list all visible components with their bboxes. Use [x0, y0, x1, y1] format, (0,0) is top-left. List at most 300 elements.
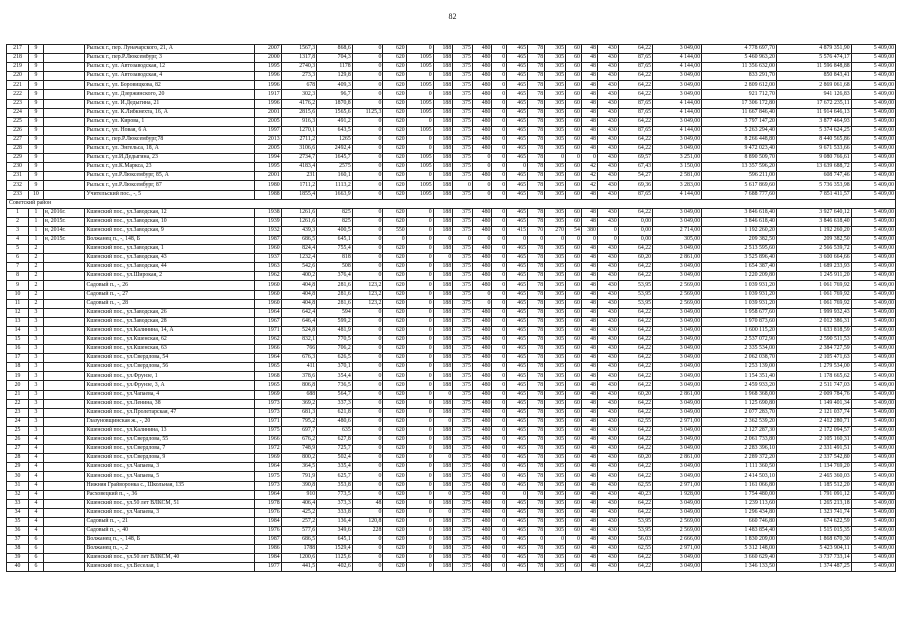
table-cell: 78: [528, 63, 545, 72]
table-cell: 60: [566, 272, 582, 281]
table-cell: 228: [7, 145, 29, 154]
table-cell: 430: [597, 281, 618, 290]
table-cell: 1969: [254, 390, 281, 399]
table-cell: 375: [453, 90, 473, 99]
table-cell: 0: [528, 235, 545, 244]
table-cell: 0: [492, 472, 507, 481]
table-cell: 941 126,83: [776, 90, 851, 99]
table-cell: 3106,6: [281, 145, 317, 154]
table-cell: 430: [597, 445, 618, 454]
table-row: [7, 126, 896, 135]
table-cell: 5 409,00: [851, 81, 895, 90]
table-cell: 1987: [254, 536, 281, 545]
table-cell: 354,4: [317, 372, 353, 381]
table-cell: 64,22: [618, 317, 652, 326]
table-cell: 60: [566, 481, 582, 490]
table-cell: 48: [581, 326, 597, 335]
table-cell: Кшенский пос., ул.Веселая, 1: [85, 563, 254, 572]
table-row: [7, 463, 896, 472]
table-cell: 3: [29, 408, 44, 417]
table-cell: 620: [383, 154, 406, 163]
table-cell: 333,8: [317, 508, 353, 517]
table-cell: 375: [453, 172, 473, 181]
table-cell: 1 999 932,43: [776, 308, 851, 317]
table-cell: 0: [352, 163, 383, 172]
table-cell: Кшенский пос., ул.Чапаева, 3: [85, 463, 254, 472]
table-cell: 3 049,00: [653, 217, 702, 226]
table-cell: 480: [472, 308, 492, 317]
table-cell: 0: [406, 563, 433, 572]
table-cell: 64,22: [618, 117, 652, 126]
table-cell: 0: [433, 454, 453, 463]
table-cell: 0: [406, 317, 433, 326]
table-cell: 9: [29, 108, 44, 117]
table-cell: 620: [383, 381, 406, 390]
table-cell: 736,5: [317, 381, 353, 390]
table-cell: 305,00: [653, 235, 702, 244]
table-cell: 0: [352, 554, 383, 563]
table-cell: 8 266 448,80: [702, 135, 777, 144]
table-cell: 1 253 139,00: [702, 363, 777, 372]
table-cell: 13 357 596,20: [702, 163, 777, 172]
table-cell: 1976: [254, 526, 281, 535]
table-cell: 0: [352, 145, 383, 154]
table-cell: 0: [492, 263, 507, 272]
table-cell: 60: [566, 372, 582, 381]
table-cell: 188: [433, 108, 453, 117]
table-cell: 430: [597, 135, 618, 144]
table-cell: 3 049,00: [653, 272, 702, 281]
table-cell: 5 409,00: [851, 381, 895, 390]
table-cell: 0: [492, 436, 507, 445]
table-row: [7, 45, 896, 54]
table-cell: 225: [7, 117, 29, 126]
table-cell: 5 409,00: [851, 545, 895, 554]
table-cell: 620: [383, 426, 406, 435]
table-cell: 36: [7, 526, 29, 535]
table-cell: 564,7: [317, 390, 353, 399]
table-cell: 0: [406, 326, 433, 335]
table-cell: 78: [528, 354, 545, 363]
table-cell: 480: [472, 208, 492, 217]
table-cell: 78: [528, 345, 545, 354]
table-cell: 465: [507, 517, 528, 526]
table-cell: 1 928,00: [653, 490, 702, 499]
table-cell: 5 409,00: [851, 326, 895, 335]
table-cell: 60: [566, 408, 582, 417]
table-cell: 430: [597, 308, 618, 317]
table-cell: 3 049,00: [653, 72, 702, 81]
table-cell: 409,3: [317, 81, 353, 90]
table-cell: 209 382,50: [776, 235, 851, 244]
table-cell: 305: [545, 245, 566, 254]
table-cell: 7 688 777,60: [702, 190, 777, 199]
table-row: [7, 272, 896, 281]
table-cell: 78: [528, 508, 545, 517]
table-cell: 305: [545, 454, 566, 463]
table-cell: 1711,2: [281, 181, 317, 190]
table-cell: 480: [472, 426, 492, 435]
table-cell: 1: [7, 208, 29, 217]
table-cell: Кшенский пос., ул.50 лет ВЛКСМ, 40: [85, 554, 254, 563]
table-cell: 430: [597, 108, 618, 117]
table-cell: 0: [406, 417, 433, 426]
table-cell: 480: [472, 454, 492, 463]
table-cell: [43, 99, 85, 108]
table-cell: 0: [581, 235, 597, 244]
table-cell: 5 409,00: [851, 508, 895, 517]
table-cell: 60: [566, 245, 582, 254]
table-cell: 1095: [406, 154, 433, 163]
table-cell: 6: [29, 563, 44, 572]
table-cell: 305: [545, 554, 566, 563]
table-cell: 5 736 353,98: [776, 181, 851, 190]
table-cell: 3 049,00: [653, 554, 702, 563]
section-title: Советский район: [7, 199, 896, 208]
table-cell: 35: [7, 517, 29, 526]
table-cell: 480: [472, 226, 492, 235]
table-row: [7, 454, 896, 463]
table-cell: 465: [507, 536, 528, 545]
table-cell: 375: [453, 490, 473, 499]
table-cell: 305: [545, 45, 566, 54]
table-cell: 465: [507, 72, 528, 81]
table-cell: 824,4: [281, 245, 317, 254]
table-cell: 188: [433, 336, 453, 345]
table-cell: 1 039 931,20: [702, 281, 777, 290]
table-cell: 0: [406, 390, 433, 399]
table-cell: 430: [597, 336, 618, 345]
table-cell: 2 569,00: [653, 281, 702, 290]
table-cell: 1 515 015,35: [776, 526, 851, 535]
table-row: [7, 90, 896, 99]
table-cell: 60: [566, 336, 582, 345]
table-cell: 430: [597, 545, 618, 554]
table-cell: 3 049,00: [653, 145, 702, 154]
table-cell: 465: [507, 172, 528, 181]
table-cell: 48: [581, 54, 597, 63]
table-cell: 0: [406, 408, 433, 417]
table-cell: 465: [507, 381, 528, 390]
table-cell: 257,2: [281, 517, 317, 526]
table-cell: 620: [383, 436, 406, 445]
table-cell: 60,20: [618, 254, 652, 263]
table-cell: 502,4: [317, 454, 353, 463]
table-cell: 1265: [317, 135, 353, 144]
table-cell: Волжанец п., -, 148, Б: [85, 235, 254, 244]
table-cell: 305: [545, 145, 566, 154]
table-cell: 4 144,00: [653, 54, 702, 63]
table-cell: 78: [528, 308, 545, 317]
table-cell: 1 220 209,80: [702, 272, 777, 281]
table-cell: 1960: [254, 281, 281, 290]
table-cell: 375: [453, 463, 473, 472]
table-cell: 480: [472, 45, 492, 54]
table-cell: 78: [528, 445, 545, 454]
table-cell: 1 791 091,12: [776, 490, 851, 499]
table-cell: 1788: [281, 545, 317, 554]
table-cell: 620: [383, 172, 406, 181]
table-cell: 0: [406, 490, 433, 499]
table-row: [7, 354, 896, 363]
table-cell: 1996: [254, 99, 281, 108]
table-cell: 0: [352, 317, 383, 326]
table-cell: 480: [472, 117, 492, 126]
table-cell: 3: [7, 226, 29, 235]
table-cell: 5 409,00: [851, 181, 895, 190]
table-cell: 3: [29, 308, 44, 317]
table-cell: 48: [581, 217, 597, 226]
table-cell: 725,7: [317, 445, 353, 454]
table-cell: 305: [545, 181, 566, 190]
table-cell: 188: [433, 381, 453, 390]
table-row: [7, 72, 896, 81]
table-cell: 78: [528, 81, 545, 90]
table-cell: 188: [433, 408, 453, 417]
table-cell: 48: [581, 372, 597, 381]
table-cell: 3 049,00: [653, 135, 702, 144]
table-cell: 2013: [254, 135, 281, 144]
table-cell: 7: [7, 263, 29, 272]
table-cell: [43, 345, 85, 354]
table-row: [7, 108, 896, 117]
table-cell: 1960: [254, 290, 281, 299]
table-cell: 2 062 038,70: [702, 354, 777, 363]
table-cell: 2 569,00: [653, 290, 702, 299]
table-cell: 188: [433, 208, 453, 217]
table-cell: 480: [472, 145, 492, 154]
table-cell: Кшенский пос., ул.Заводская, 1: [85, 245, 254, 254]
table-cell: 78: [528, 472, 545, 481]
table-cell: 48: [581, 508, 597, 517]
table-cell: 375: [453, 163, 473, 172]
table-cell: 542,6: [281, 263, 317, 272]
table-cell: 480: [472, 354, 492, 363]
table-cell: 375: [453, 336, 473, 345]
table-cell: 5 460 963,20: [702, 54, 777, 63]
table-cell: 3: [29, 317, 44, 326]
table-cell: 5 409,00: [851, 426, 895, 435]
table-cell: 48: [581, 90, 597, 99]
table-cell: 620: [383, 354, 406, 363]
table-cell: 0: [406, 426, 433, 435]
table-cell: 1 154 351,40: [702, 372, 777, 381]
table-cell: [43, 408, 85, 417]
table-cell: 627,8: [317, 436, 353, 445]
table-cell: 380: [581, 226, 597, 235]
table-cell: 188: [433, 99, 453, 108]
table-cell: 3 049,00: [653, 336, 702, 345]
table-cell: 53,95: [618, 526, 652, 535]
table-cell: [43, 117, 85, 126]
table-cell: 390,8: [281, 481, 317, 490]
table-cell: 0: [352, 135, 383, 144]
table-row: [7, 181, 896, 190]
table-cell: 430: [597, 181, 618, 190]
table-cell: [43, 63, 85, 72]
table-cell: 0: [492, 517, 507, 526]
table-cell: 465: [507, 263, 528, 272]
table-cell: 64,22: [618, 399, 652, 408]
table-cell: 1964: [254, 354, 281, 363]
table-cell: 1 192 260,20: [776, 226, 851, 235]
table-row: [7, 245, 896, 254]
table-row: [7, 554, 896, 563]
table-row: [7, 81, 896, 90]
table-cell: 430: [597, 490, 618, 499]
table-cell: 825: [317, 208, 353, 217]
table-cell: [43, 445, 85, 454]
table-cell: 1 323 741,74: [776, 508, 851, 517]
table-cell: 0: [472, 299, 492, 308]
table-cell: 2 861,00: [653, 254, 702, 263]
table-cell: 221: [7, 81, 29, 90]
table-cell: 2: [7, 217, 29, 226]
table-cell: 64,22: [618, 326, 652, 335]
table-cell: 0: [352, 181, 383, 190]
table-cell: 620: [383, 45, 406, 54]
table-cell: 3 600 664,66: [776, 254, 851, 263]
table-cell: Кшенский пос., ул.Заводская, 44: [85, 263, 254, 272]
table-cell: 1 830 209,00: [702, 536, 777, 545]
table-cell: 10: [7, 290, 29, 299]
table-row: [7, 381, 896, 390]
table-cell: 5 409,00: [851, 172, 895, 181]
table-cell: 48: [581, 272, 597, 281]
table-cell: 70: [528, 226, 545, 235]
table-row: [7, 536, 896, 545]
table-cell: 770,5: [317, 336, 353, 345]
table-cell: 0: [492, 308, 507, 317]
table-cell: 3 049,00: [653, 426, 702, 435]
table-cell: [43, 372, 85, 381]
table-cell: 60: [566, 390, 582, 399]
table-cell: 3 877 464,93: [776, 117, 851, 126]
table-cell: 229: [7, 154, 29, 163]
table-cell: 48: [581, 281, 597, 290]
table-cell: 32: [7, 490, 29, 499]
table-cell: 60: [566, 554, 582, 563]
table-cell: 430: [597, 554, 618, 563]
table-cell: 4: [29, 463, 44, 472]
table-cell: 305: [545, 190, 566, 199]
table-cell: 78: [528, 499, 545, 508]
table-cell: 60: [566, 290, 582, 299]
table-cell: 9 671 533,66: [776, 145, 851, 154]
table-cell: 825: [317, 217, 353, 226]
table-row: [7, 336, 896, 345]
table-cell: 0: [433, 235, 453, 244]
table-cell: 0: [406, 308, 433, 317]
table-cell: 620: [383, 245, 406, 254]
table-cell: 305: [545, 399, 566, 408]
table-cell: 375: [453, 254, 473, 263]
table-cell: 0: [545, 235, 566, 244]
table-cell: 5 409,00: [851, 463, 895, 472]
table-cell: Рыльск г., ул. К.Либкнехта, 16, А: [85, 108, 254, 117]
table-cell: 0: [507, 163, 528, 172]
table-cell: 305: [545, 263, 566, 272]
table-cell: 0: [433, 390, 453, 399]
table-cell: 231: [281, 172, 317, 181]
table-cell: 78: [528, 490, 545, 499]
table-cell: 0: [545, 536, 566, 545]
table-cell: 375: [453, 536, 473, 545]
table-cell: Рыльск г., ул. Кирова, 1: [85, 117, 254, 126]
table-cell: 0: [406, 363, 433, 372]
table-cell: 481,9: [317, 326, 353, 335]
table-cell: 0: [352, 326, 383, 335]
table-cell: 465: [507, 426, 528, 435]
table-cell: 188: [433, 517, 453, 526]
table-cell: [43, 426, 85, 435]
table-cell: 375: [453, 81, 473, 90]
table-cell: 78: [528, 126, 545, 135]
table-cell: 5 409,00: [851, 517, 895, 526]
table-row: [7, 417, 896, 426]
table-cell: 305: [545, 499, 566, 508]
table-cell: 369,2: [281, 399, 317, 408]
table-cell: 87,65: [618, 108, 652, 117]
table-cell: 2 283 396,10: [702, 445, 777, 454]
table-cell: 12: [7, 308, 29, 317]
table-cell: 0: [406, 345, 433, 354]
table-cell: 30: [7, 472, 29, 481]
table-cell: 430: [597, 508, 618, 517]
table-cell: 0: [352, 426, 383, 435]
table-cell: 0: [433, 490, 453, 499]
table-cell: 375: [453, 499, 473, 508]
table-cell: 0: [406, 545, 433, 554]
table-cell: 64,22: [618, 72, 652, 81]
table-cell: 4: [29, 508, 44, 517]
table-cell: 48: [581, 336, 597, 345]
table-cell: 60: [566, 263, 582, 272]
table-cell: 5 409,00: [851, 536, 895, 545]
table-cell: 2 009 784,76: [776, 390, 851, 399]
table-cell: 706,2: [317, 345, 353, 354]
table-cell: 3: [29, 372, 44, 381]
table-cell: 0: [406, 454, 433, 463]
table-cell: 465: [507, 135, 528, 144]
table-cell: 375: [453, 354, 473, 363]
table-cell: 5 263 294,40: [702, 126, 777, 135]
table-row: [7, 263, 896, 272]
table-cell: 3 927 640,12: [776, 208, 851, 217]
table-cell: 620: [383, 81, 406, 90]
table-cell: 62,55: [618, 481, 652, 490]
table-cell: 465: [507, 526, 528, 535]
table-cell: 188: [433, 54, 453, 63]
table-cell: 273,3: [281, 72, 317, 81]
table-cell: 224: [7, 108, 29, 117]
table-cell: 1 061 769,92: [776, 290, 851, 299]
table-cell: 3 049,00: [653, 263, 702, 272]
table-cell: [43, 417, 85, 426]
table-cell: 0: [492, 181, 507, 190]
table-cell: 230: [7, 163, 29, 172]
table-cell: 188: [433, 399, 453, 408]
table-cell: н, 2015г.: [43, 235, 85, 244]
table-cell: Кшенский пос., ул.Свердлова, 9: [85, 454, 254, 463]
table-cell: 60: [566, 308, 582, 317]
table-cell: 0: [472, 181, 492, 190]
table-cell: 2 465 360,03: [776, 472, 851, 481]
table-cell: 430: [597, 45, 618, 54]
table-cell: 305: [545, 163, 566, 172]
table-row: [7, 545, 896, 554]
table-cell: 0: [492, 81, 507, 90]
